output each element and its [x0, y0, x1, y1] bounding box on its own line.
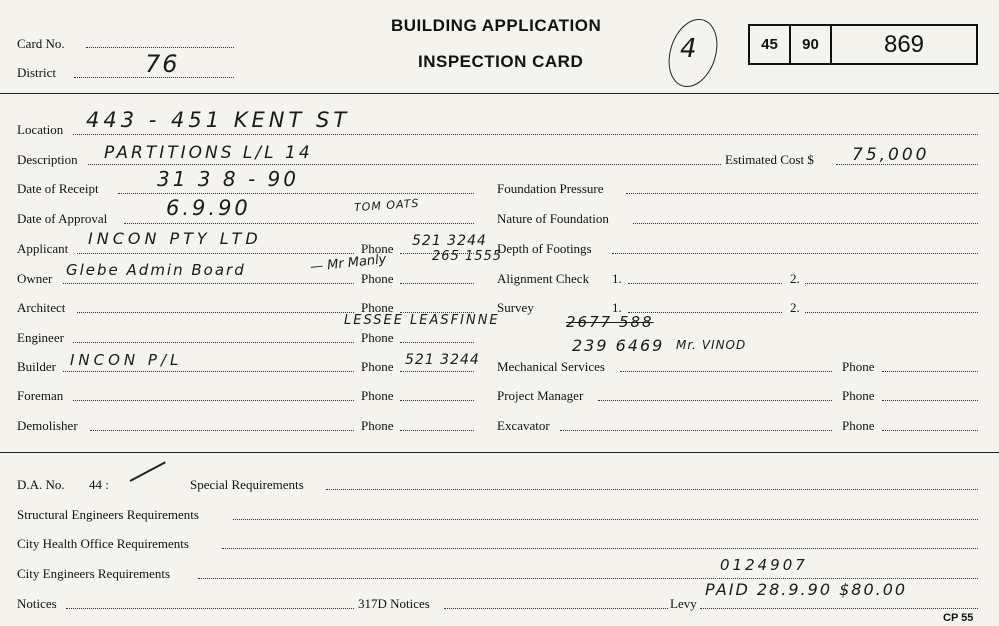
owner-label: Owner	[17, 271, 53, 286]
city-engineers-label: City Engineers Requirements	[17, 566, 171, 581]
levy-label: Levy	[670, 596, 697, 611]
builder-phone-label: Phone	[361, 359, 394, 374]
location-label: Location	[17, 122, 64, 137]
header-divider	[0, 93, 999, 94]
estimated-cost-label: Estimated Cost $	[725, 152, 814, 167]
applicant-line	[77, 253, 354, 254]
foreman-phone-label: Phone	[361, 388, 394, 403]
da-no-tick-mark	[130, 461, 166, 482]
builder-phone-line	[400, 371, 474, 372]
da-no-label: D.A. No.	[17, 477, 65, 492]
owner-note: — Mr Manly	[309, 252, 388, 275]
alignment-2-line	[805, 283, 978, 284]
title-line-1: BUILDING APPLICATION	[391, 16, 602, 35]
project-manager-phone-line	[882, 400, 978, 401]
notices-line	[66, 608, 354, 609]
district-label: District	[17, 65, 56, 80]
card-no-line	[86, 47, 234, 48]
structural-engineers-label: Structural Engineers Requirements	[17, 507, 199, 522]
circled-number: 4	[680, 34, 697, 64]
survey-2-line	[805, 312, 978, 313]
engineer-phone-line	[400, 342, 474, 343]
date-of-approval-label: Date of Approval	[17, 211, 108, 226]
form-code: CP 55	[943, 612, 974, 624]
date-of-receipt-line	[118, 193, 474, 194]
builder-line	[63, 371, 354, 372]
engineer-phone-label: Phone	[361, 330, 394, 345]
demolisher-line	[90, 430, 354, 431]
applicant-phone-label: Phone	[361, 241, 394, 256]
card-no-label: Card No.	[17, 36, 65, 51]
applicant-value: INCON PTY LTD	[88, 229, 262, 248]
survey-1-label: 1.	[612, 300, 622, 315]
code-box-3: 869	[830, 24, 978, 65]
tom-oats-note: TOM OATS	[353, 196, 420, 215]
engineer-label: Engineer	[17, 330, 64, 345]
owner-line	[63, 283, 354, 284]
foreman-label: Foreman	[17, 388, 64, 403]
alignment-2-label: 2.	[790, 271, 800, 286]
excavator-label: Excavator	[497, 418, 550, 433]
alignment-check-label: Alignment Check	[497, 271, 590, 286]
depth-of-footings-line	[612, 253, 978, 254]
mechanical-services-line	[620, 371, 832, 372]
city-engineers-line	[198, 578, 978, 579]
demolisher-phone-label: Phone	[361, 418, 394, 433]
date-of-receipt-label: Date of Receipt	[17, 181, 99, 196]
notices-317d-label: 317D Notices	[358, 596, 430, 611]
applicant-phone-value: 521 3244	[412, 233, 487, 249]
demolisher-phone-line	[400, 430, 474, 431]
excavator-line	[560, 430, 832, 431]
architect-line	[77, 312, 354, 313]
builder-phone-value: 521 3244	[405, 352, 480, 368]
lessee-name-note: Mr. VINOD	[676, 338, 747, 352]
description-value: PARTITIONS L/L 14	[104, 143, 313, 163]
foreman-phone-line	[400, 400, 474, 401]
foreman-line	[73, 400, 354, 401]
city-engineers-note: 0124907	[720, 556, 808, 574]
applicant-label: Applicant	[17, 241, 69, 256]
lessee-phone: 239 6469	[572, 336, 665, 355]
project-manager-label: Project Manager	[497, 388, 584, 403]
nature-of-foundation-line	[633, 223, 978, 224]
title-line-2: INSPECTION CARD	[418, 52, 584, 71]
owner-phone-label: Phone	[361, 271, 394, 286]
code-box-1: 45	[748, 24, 791, 65]
architect-phone-label: Phone	[361, 300, 394, 315]
foundation-pressure-line	[626, 193, 978, 194]
mechanical-services-label: Mechanical Services	[497, 359, 605, 374]
city-health-line	[222, 548, 978, 549]
date-of-approval-line	[124, 223, 474, 224]
mechanical-phone-line	[882, 371, 978, 372]
date-of-receipt-value: 31 3 8 - 90	[157, 167, 299, 191]
lessee-note: LESSEE LEASFINNE	[344, 313, 500, 328]
mechanical-phone-label: Phone	[842, 359, 875, 374]
district-value: 76	[145, 50, 180, 78]
description-label: Description	[17, 152, 78, 167]
da-no-value: 44 :	[89, 477, 109, 492]
estimated-cost-value: 75,000	[852, 145, 930, 165]
owner-phone-value: 265 1555	[432, 249, 503, 264]
architect-label: Architect	[17, 300, 66, 315]
builder-value: INCON P/L	[70, 351, 183, 369]
depth-of-footings-label: Depth of Footings	[497, 241, 592, 256]
date-of-approval-value: 6.9.90	[166, 196, 251, 220]
builder-label: Builder	[17, 359, 56, 374]
notices-317d-line	[444, 608, 668, 609]
survey-2-label: 2.	[790, 300, 800, 315]
lessee-struck-number: 2677 588	[566, 313, 654, 331]
code-box-2: 90	[789, 24, 832, 65]
special-requirements-line	[326, 489, 978, 490]
excavator-phone-line	[882, 430, 978, 431]
excavator-phone-label: Phone	[842, 418, 875, 433]
owner-value: Glebe Admin Board	[66, 261, 246, 279]
engineer-line	[73, 342, 354, 343]
levy-line	[700, 608, 978, 609]
location-value: 443 - 451 KENT ST	[86, 108, 351, 132]
foundation-pressure-label: Foundation Pressure	[497, 181, 604, 196]
footer-divider	[0, 452, 999, 453]
project-manager-phone-label: Phone	[842, 388, 875, 403]
nature-of-foundation-label: Nature of Foundation	[497, 211, 609, 226]
levy-value: PAID 28.9.90 $80.00	[705, 580, 908, 599]
alignment-1-label: 1.	[612, 271, 622, 286]
project-manager-line	[598, 400, 832, 401]
special-requirements-label: Special Requirements	[190, 477, 304, 492]
demolisher-label: Demolisher	[17, 418, 78, 433]
notices-label: Notices	[17, 596, 57, 611]
owner-phone-line	[400, 283, 474, 284]
location-line	[73, 134, 978, 135]
city-health-label: City Health Office Requirements	[17, 536, 189, 551]
survey-label: Survey	[497, 300, 534, 315]
alignment-1-line	[628, 283, 782, 284]
structural-engineers-line	[233, 519, 978, 520]
description-line	[88, 164, 721, 165]
